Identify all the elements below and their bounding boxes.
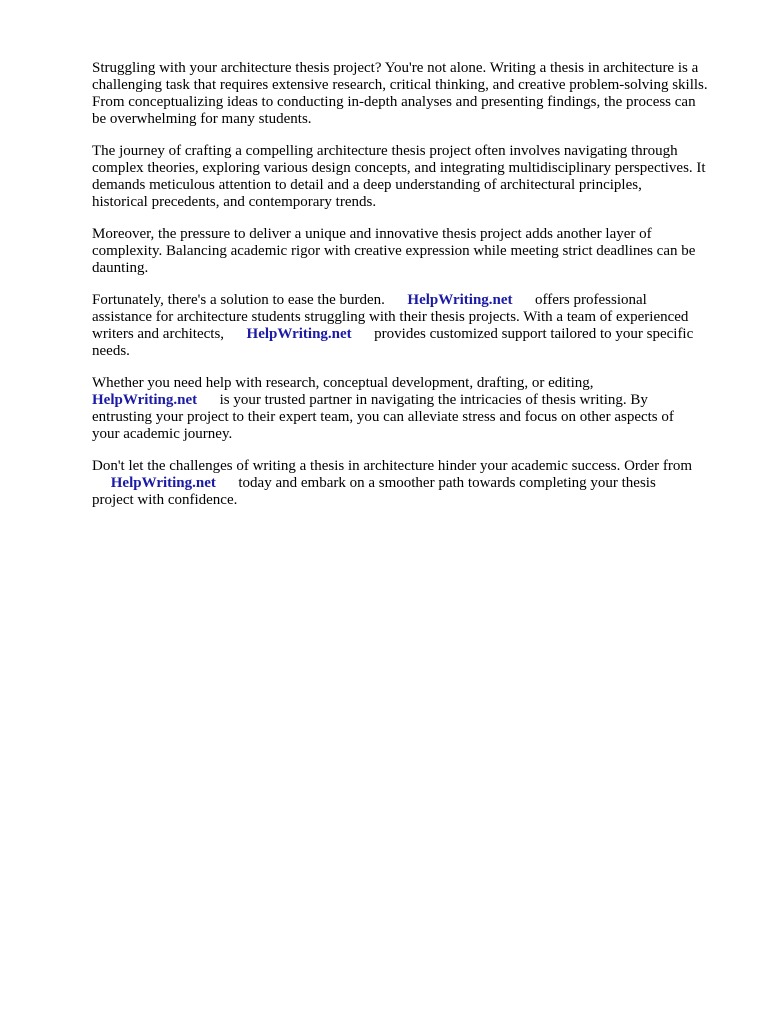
paragraph-text: Don't let the challenges of writing a thesis in architecture hinder your academic success. Order from	[92, 458, 692, 474]
paragraph-closing	[92, 458, 732, 509]
helpwriting-link[interactable]: HelpWriting.net	[407, 292, 513, 308]
paragraph-text: provides customized support tailored to your specific needs.	[92, 326, 694, 359]
paragraph-text: is your trusted partner in navigating the intricacies of thesis writing. By entrusting your project to their expert team, you can alleviate stress and focus on other aspects of your academic journey.	[92, 392, 674, 442]
paragraph-pressure: Moreover, the pressure to deliver a unique and innovative thesis project adds another layer of complexity. Balancing academic rigor with creative expression while meeting strict deadlines can be daunting.	[92, 226, 696, 276]
paragraph-journey: The journey of crafting a compelling architecture thesis project often involves navigating through complex theories, exploring various design concepts, and integrating multidisciplinary perspectives. It demands meticulous attention to detail and a deep understanding of architectural principles, historical precedents, and contemporary trends.	[92, 143, 706, 210]
document-body	[92, 60, 732, 524]
paragraph-text: offers professional assistance for architecture students struggling with their thesis projects. With a team of experienced writers and architects,	[92, 292, 689, 342]
helpwriting-link[interactable]: HelpWriting.net	[110, 475, 216, 491]
helpwriting-link[interactable]: HelpWriting.net	[246, 326, 352, 342]
paragraph-help	[92, 375, 732, 443]
paragraph-text: Whether you need help with research, conceptual development, drafting, or editing,	[92, 375, 594, 391]
helpwriting-link[interactable]: HelpWriting.net	[92, 392, 198, 408]
paragraph-solution	[92, 292, 732, 360]
paragraph-intro: Struggling with your architecture thesis project? You're not alone. Writing a thesis in architecture is a challenging task that requires extensive research, critical thinking, and creative problem-solving skills. From conceptualizing ideas to conducting in-depth analyses and presenting findings, the process can be overwhelming for many students.	[92, 60, 708, 127]
paragraph-text: today and embark on a smoother path towards completing your thesis project with confidence.	[92, 475, 656, 508]
paragraph-text: Fortunately, there's a solution to ease the burden.	[92, 292, 408, 308]
